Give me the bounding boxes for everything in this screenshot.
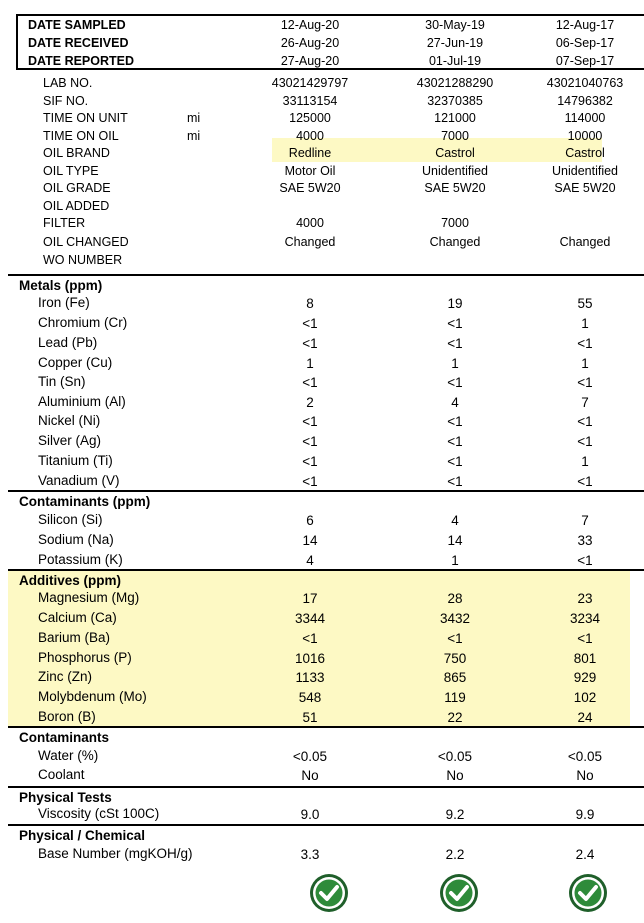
info-value: 14796382 — [557, 94, 613, 108]
row-value: <1 — [302, 434, 318, 449]
row-label: Water (%) — [38, 748, 99, 763]
row-label: Magnesium (Mg) — [38, 590, 140, 605]
info-label: TIME ON OIL — [43, 129, 119, 143]
row-value: <1 — [577, 553, 593, 568]
info-value: Changed — [284, 235, 336, 249]
row-value: <1 — [447, 414, 463, 429]
section-divider — [8, 569, 644, 571]
row-value: <1 — [447, 434, 463, 449]
row-value: <1 — [577, 414, 593, 429]
row-value: 4 — [306, 553, 314, 568]
info-value: 33113154 — [282, 94, 338, 108]
row-label: Iron (Fe) — [38, 295, 90, 310]
info-value: SAE 5W20 — [554, 181, 616, 195]
row-value: <1 — [447, 375, 463, 390]
row-value: 6 — [306, 513, 314, 528]
row-value: 2.2 — [445, 847, 465, 862]
row-label: Base Number (mgKOH/g) — [38, 846, 193, 861]
info-value: 114000 — [564, 111, 606, 125]
info-unit: mi — [187, 111, 201, 125]
header-label: DATE RECEIVED — [28, 36, 129, 50]
row-value: 3432 — [439, 611, 471, 626]
row-label: Zinc (Zn) — [38, 669, 92, 684]
info-value: 43021429797 — [271, 76, 349, 90]
row-value: 102 — [573, 690, 597, 705]
header-value: 12-Aug-20 — [280, 18, 340, 32]
row-label: Vanadium (V) — [38, 473, 120, 488]
row-label: Silicon (Si) — [38, 512, 103, 527]
row-value: No — [301, 768, 319, 783]
info-label: WO NUMBER — [43, 253, 123, 267]
info-value: Unidentified — [421, 164, 488, 178]
row-value: 9.9 — [575, 807, 595, 822]
info-value: Motor Oil — [284, 164, 336, 178]
row-value: 55 — [577, 296, 593, 311]
row-value: 7 — [581, 395, 589, 410]
row-label: Titanium (Ti) — [38, 453, 113, 468]
info-value: Unidentified — [551, 164, 618, 178]
info-value: 125000 — [289, 111, 331, 125]
section-divider — [8, 824, 644, 826]
row-value: 1 — [581, 356, 589, 371]
row-value: 750 — [443, 651, 467, 666]
row-label: Phosphorus (P) — [38, 650, 132, 665]
row-label: Boron (B) — [38, 709, 96, 724]
row-value: 7 — [581, 513, 589, 528]
row-value: 3344 — [294, 611, 326, 626]
row-value: <1 — [447, 474, 463, 489]
info-label: SIF NO. — [43, 94, 89, 108]
row-label: Calcium (Ca) — [38, 610, 117, 625]
row-value: 119 — [444, 690, 466, 705]
info-label: OIL GRADE — [43, 181, 111, 195]
info-value: 10000 — [567, 129, 603, 143]
info-label: TIME ON UNIT — [43, 111, 128, 125]
row-value: <0.05 — [437, 749, 473, 764]
row-value: 14 — [302, 533, 318, 548]
section-title: Contaminants (ppm) — [19, 494, 151, 509]
row-label: Aluminium (Al) — [38, 394, 126, 409]
row-value: 2.4 — [575, 847, 595, 862]
info-value: 43021288290 — [416, 76, 494, 90]
check-icon — [567, 872, 609, 914]
section-title: Physical Tests — [19, 790, 112, 805]
row-label: Chromium (Cr) — [38, 315, 128, 330]
info-value: 32370385 — [427, 94, 483, 108]
row-label: Molybdenum (Mo) — [38, 689, 147, 704]
row-value: <1 — [447, 631, 463, 646]
row-value: 33 — [577, 533, 593, 548]
row-value: 1 — [581, 316, 589, 331]
info-value: Castrol — [435, 146, 475, 160]
header-value: 27-Aug-20 — [280, 54, 340, 68]
header-value: 27-Jun-19 — [426, 36, 484, 50]
row-value: <1 — [577, 434, 593, 449]
section-title: Contaminants — [19, 730, 110, 745]
header-value: 12-Aug-17 — [555, 18, 615, 32]
header-value: 01-Jul-19 — [428, 54, 482, 68]
info-label: OIL BRAND — [43, 146, 110, 160]
info-value: 121000 — [434, 111, 476, 125]
row-value: 4 — [451, 513, 459, 528]
row-label: Sodium (Na) — [38, 532, 114, 547]
section-title: Metals (ppm) — [19, 278, 103, 293]
section-title: Additives (ppm) — [19, 573, 122, 588]
row-value: 23 — [577, 591, 593, 606]
row-value: <1 — [447, 316, 463, 331]
header-value: 26-Aug-20 — [280, 36, 340, 50]
row-value: 22 — [447, 710, 463, 725]
row-value: 1 — [451, 356, 459, 371]
row-value: No — [446, 768, 464, 783]
row-value: <1 — [302, 474, 318, 489]
row-value: 1 — [306, 356, 314, 371]
header-value: 06-Sep-17 — [555, 36, 615, 50]
row-value: 548 — [298, 690, 322, 705]
info-label: LAB NO. — [43, 76, 93, 90]
info-label: OIL TYPE — [43, 164, 99, 178]
row-value: 3234 — [569, 611, 601, 626]
row-label: Lead (Pb) — [38, 335, 98, 350]
header-value: 07-Sep-17 — [555, 54, 615, 68]
header-value: 30-May-19 — [425, 18, 485, 32]
row-value: 8 — [306, 296, 314, 311]
row-value: 4 — [451, 395, 459, 410]
info-unit: mi — [187, 129, 201, 143]
row-label: Nickel (Ni) — [38, 413, 101, 428]
row-value: <1 — [302, 375, 318, 390]
check-icon — [438, 872, 480, 914]
row-value: <0.05 — [567, 749, 603, 764]
info-value: Redline — [288, 146, 332, 160]
info-label: OIL ADDED — [43, 199, 110, 213]
row-value: <1 — [302, 631, 318, 646]
info-value: 7000 — [441, 216, 469, 230]
row-value: 1 — [581, 454, 589, 469]
info-value: 7000 — [441, 129, 469, 143]
row-label: Silver (Ag) — [38, 433, 102, 448]
row-value: No — [576, 768, 594, 783]
info-value: Castrol — [565, 146, 605, 160]
row-label: Tin (Sn) — [38, 374, 86, 389]
row-value: 19 — [447, 296, 463, 311]
section-title: Physical / Chemical — [19, 828, 146, 843]
row-value: 865 — [443, 670, 467, 685]
section-divider — [8, 490, 644, 492]
row-value: 9.2 — [445, 807, 465, 822]
row-label: Viscosity (cSt 100C) — [38, 806, 160, 821]
row-value: <1 — [447, 336, 463, 351]
row-value: <1 — [302, 316, 318, 331]
info-label: FILTER — [43, 216, 86, 230]
info-value: SAE 5W20 — [279, 181, 341, 195]
row-label: Copper (Cu) — [38, 355, 113, 370]
info-value: Changed — [559, 235, 611, 249]
row-value: 929 — [573, 670, 597, 685]
row-value: 28 — [447, 591, 463, 606]
row-value: <0.05 — [292, 749, 328, 764]
row-value: 801 — [573, 651, 597, 666]
row-label: Coolant — [38, 767, 85, 782]
row-value: 24 — [577, 710, 593, 725]
row-value: 1016 — [294, 651, 326, 666]
row-value: <1 — [577, 474, 593, 489]
section-divider — [8, 786, 644, 788]
row-value: <1 — [302, 454, 318, 469]
row-value: 17 — [302, 591, 318, 606]
info-value: SAE 5W20 — [424, 181, 486, 195]
row-value: <1 — [302, 414, 318, 429]
row-value: 14 — [447, 533, 463, 548]
check-icon — [308, 872, 350, 914]
row-value: 3.3 — [300, 847, 320, 862]
row-value: 9.0 — [300, 807, 320, 822]
info-label: OIL CHANGED — [43, 235, 129, 249]
row-value: <1 — [447, 454, 463, 469]
info-value: 43021040763 — [546, 76, 624, 90]
info-value: 4000 — [296, 216, 324, 230]
row-value: <1 — [577, 336, 593, 351]
section-divider — [8, 274, 644, 276]
info-value: Changed — [429, 235, 481, 249]
row-label: Potassium (K) — [38, 552, 123, 567]
header-label: DATE REPORTED — [28, 54, 135, 68]
row-value: 1133 — [295, 670, 325, 685]
row-label: Barium (Ba) — [38, 630, 111, 645]
row-value: 51 — [302, 710, 318, 725]
info-value: 4000 — [296, 129, 324, 143]
header-label: DATE SAMPLED — [28, 18, 126, 32]
row-value: 2 — [306, 395, 314, 410]
row-value: 1 — [451, 553, 459, 568]
row-value: <1 — [302, 336, 318, 351]
row-value: <1 — [577, 631, 593, 646]
section-divider — [8, 726, 644, 728]
row-value: <1 — [577, 375, 593, 390]
